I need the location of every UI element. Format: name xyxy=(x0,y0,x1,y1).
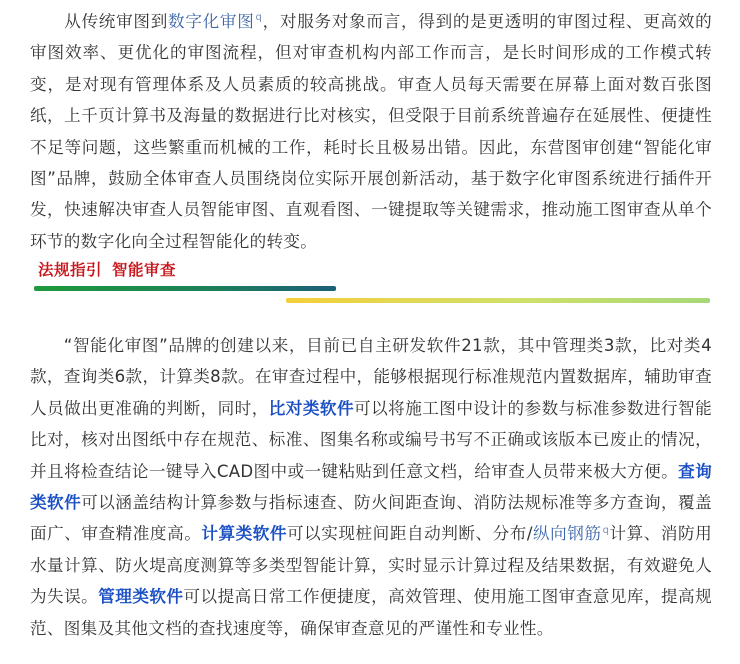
software-text-1: “智能化审图”品牌的创建以来，目前已自主研发软件21款，其中管理类3款，比对类4款，查询类6款，计算类8款。在审查过程中，能够根据现行标准规范内置数据库，辅助审查人员做出更准确的判断，同时， xyxy=(30,336,712,418)
comparison-software-label: 比对类软件 xyxy=(268,398,355,418)
indent xyxy=(30,336,64,355)
section-title xyxy=(38,258,176,280)
management-software-label: 管理类软件 xyxy=(98,587,184,607)
query-software-label: 查询类软件 xyxy=(30,461,712,513)
intro-body-text: ，对服务对象而言，得到的是更透明的审图过程、更高效的审图效率、更优化的审图流程，但对审查机构内部工作而言，是长时间形成的工作模式转变，是对现有管理体系及人员素质的较高挑战。审查人员每天需要在屏幕上面对数百张图纸，上千页计算书及海量的数据进行比对核实，但受限于目前系统普遍存在延展性、便捷性不足等问题，这些繁重而机械的工作，耗时长且极易出错。因此，东营图审创建“智能化审图”品牌，鼓励全体审查人员围绕岗位实际开展创新活动，基于数字化审图系统进行插件开发，快速解决审查人员智能审图、直观看图、一键提取等关键需求，推动施工图审查从单个环节的数字化向全过程智能化的转变。 xyxy=(30,12,712,251)
section-divider-yellow xyxy=(286,298,710,303)
section-divider-green xyxy=(34,286,336,291)
software-text-3: 可以涵盖结构计算参数与指标速查、防火间距查询、消防法规标准等多方查询，覆盖面广、审查精准度高。 xyxy=(30,493,712,544)
rebar-link[interactable]: 纵向钢筋 xyxy=(532,524,602,544)
digital-review-link[interactable]: 数字化审图 xyxy=(168,12,255,31)
software-text-4: 可以实现桩间距自动判断、分布/ xyxy=(287,524,533,544)
section-title-left: 法规指引 xyxy=(38,261,103,279)
search-icon: q xyxy=(255,12,263,24)
software-text-5: 计算、消防用水量计算、防火堤高度测算等多类型智能计算，实时显示计算过程及结果数据，有效避免人为失误。 xyxy=(30,524,713,607)
software-text-2: 可以将施工图中设计的参数与标准参数进行智能比对，核对出图纸中存在规范、标准、图集名称或编号书写不正确或该版本已废止的情况，并且将检查结论一键导入CAD图中或一键粘贴到任意文档，给审查人员带来极大方便。 xyxy=(30,398,712,481)
intro-lead-text: 从传统审图到 xyxy=(63,12,169,31)
search-icon: q xyxy=(602,524,610,536)
software-text-6: 可以提高日常工作便捷度，高效管理、使用施工图审查意见库，提高规范、图集及其他文档的查找速度等，确保审查意见的严谨性和专业性。 xyxy=(30,587,712,638)
paragraph-software xyxy=(30,330,712,644)
section-title-right: 智能审查 xyxy=(112,261,177,279)
calculation-software-label: 计算类软件 xyxy=(201,524,288,544)
indent xyxy=(30,12,64,31)
paragraph-intro xyxy=(30,6,712,257)
